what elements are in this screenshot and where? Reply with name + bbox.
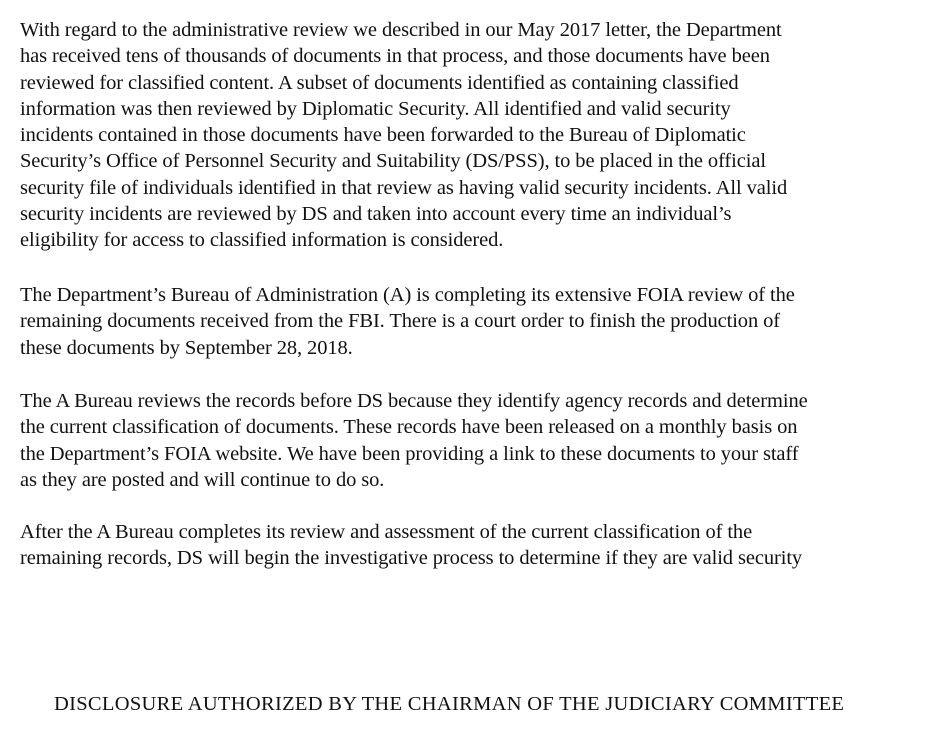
text-line: reviewed for classified content. A subset of documents identified as containing classified [20, 71, 739, 94]
disclosure-footer: DISCLOSURE AUTHORIZED BY THE CHAIRMAN OF THE JUDICIARY COMMITTEE [54, 693, 845, 715]
text-line: the current classification of documents. These records have been released on a monthly basis on [20, 416, 798, 439]
text-line: security file of individuals identified in that review as having valid security incidents. All valid [20, 176, 788, 199]
text-line: remaining records, DS will begin the investigative process to determine if they are valid security [20, 547, 803, 570]
text-line: as they are posted and will continue to do so. [20, 468, 385, 491]
text-line: With regard to the administrative review we described in our May 2017 letter, the Department [20, 19, 782, 41]
paragraph-foia-review [20, 282, 795, 361]
text-line: security incidents are reviewed by DS and taken into account every time an individual’s [20, 203, 732, 226]
text-line: The A Bureau reviews the records before DS because they identify agency records and determine [20, 390, 808, 412]
text-line: the Department’s FOIA website. We have been providing a link to these documents to your staff [20, 442, 799, 465]
text-line: information was then reviewed by Diplomatic Security. All identified and valid security [20, 97, 731, 120]
text-line: these documents by September 28, 2018. [20, 336, 353, 359]
text-line: The Department’s Bureau of Administration (A) is completing its extensive FOIA review of the [20, 284, 795, 306]
paragraph-investigative-process [20, 519, 802, 572]
paragraph-administrative-review [20, 17, 787, 254]
text-line: After the A Bureau completes its review and assessment of the current classification of the [20, 521, 753, 543]
paragraph-a-bureau-reviews [20, 388, 808, 493]
text-line: has received tens of thousands of documents in that process, and those documents have been [20, 45, 770, 68]
text-line: eligibility for access to classified information is considered. [20, 229, 504, 252]
text-line: Security’s Office of Personnel Security and Suitability (DS/PSS), to be placed in the official [20, 150, 766, 173]
text-line: incidents contained in those documents have been forwarded to the Bureau of Diplomatic [20, 124, 746, 147]
text-line: remaining documents received from the FBI. There is a court order to finish the production of [20, 310, 780, 333]
